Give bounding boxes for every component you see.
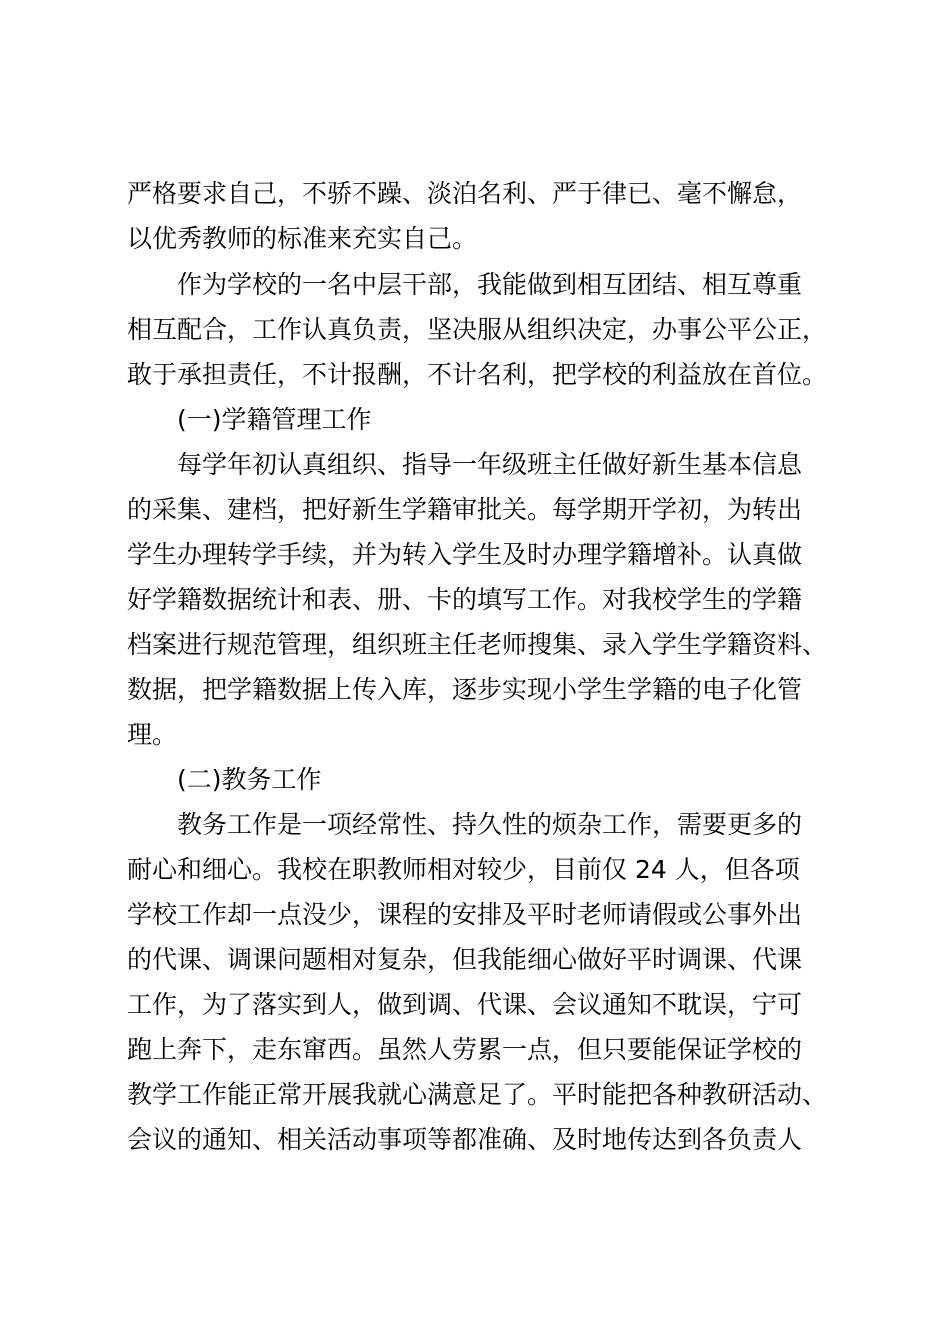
paragraph-first-line: 作为学校的一名中层干部，我能做到相互团结、相互尊重 [177, 270, 803, 299]
paragraph-first-line: 教务工作是一项经常性、持久性的烦杂工作，需要更多的 [177, 810, 803, 839]
text-line: 学校工作却一点没少，课程的安排及平时老师请假或公事外出 [127, 900, 803, 929]
text-line: 数据，把学籍数据上传入库，逐步实现小学生学籍的电子化管 [127, 675, 803, 704]
text-line: 理。 [127, 720, 178, 749]
text-line: 耐心和细心。我校在职教师相对较少，目前仅 24 人，但各项 [127, 855, 800, 884]
text-line: 的代课、调课问题相对复杂，但我能细心做好平时调课、代课 [127, 945, 803, 974]
text-line: 以优秀教师的标准来充实自己。 [127, 224, 478, 253]
text-line: 会议的通知、相关活动事项等都准确、及时地传达到各负责人 [127, 1125, 803, 1154]
text-line: 学生办理转学手续，并为转入学生及时办理学籍增补。认真做 [127, 540, 803, 569]
section-heading: (一)学籍管理工作 [177, 405, 372, 434]
text-line: 跑上奔下，走东窜西。虽然人劳累一点，但只要能保证学校的 [127, 1035, 803, 1064]
text-line: 好学籍数据统计和表、册、卡的填写工作。对我校学生的学籍 [127, 585, 803, 614]
text-line: 相互配合，工作认真负责，坚决服从组织决定，办事公平公正， [127, 315, 828, 344]
section-heading: (二)教务工作 [177, 765, 322, 794]
text-line: 工作，为了落实到人，做到调、代课、会议通知不耽误，宁可 [127, 990, 803, 1019]
text-line: 的采集、建档，把好新生学籍审批关。每学期开学初，为转出 [127, 495, 803, 524]
text-line: 档案进行规范管理，组织班主任老师搜集、录入学生学籍资料、 [127, 630, 828, 659]
text-line: 教学工作能正常开展我就心满意足了。平时能把各种教研活动、 [127, 1080, 828, 1109]
text-line: 敢于承担责任，不计报酬，不计名利，把学校的利益放在首位。 [127, 360, 828, 389]
text-line: 严格要求自己，不骄不躁、淡泊名利、严于律已、毫不懈怠， [127, 179, 803, 208]
paragraph-first-line: 每学年初认真组织、指导一年级班主任做好新生基本信息 [177, 450, 803, 479]
